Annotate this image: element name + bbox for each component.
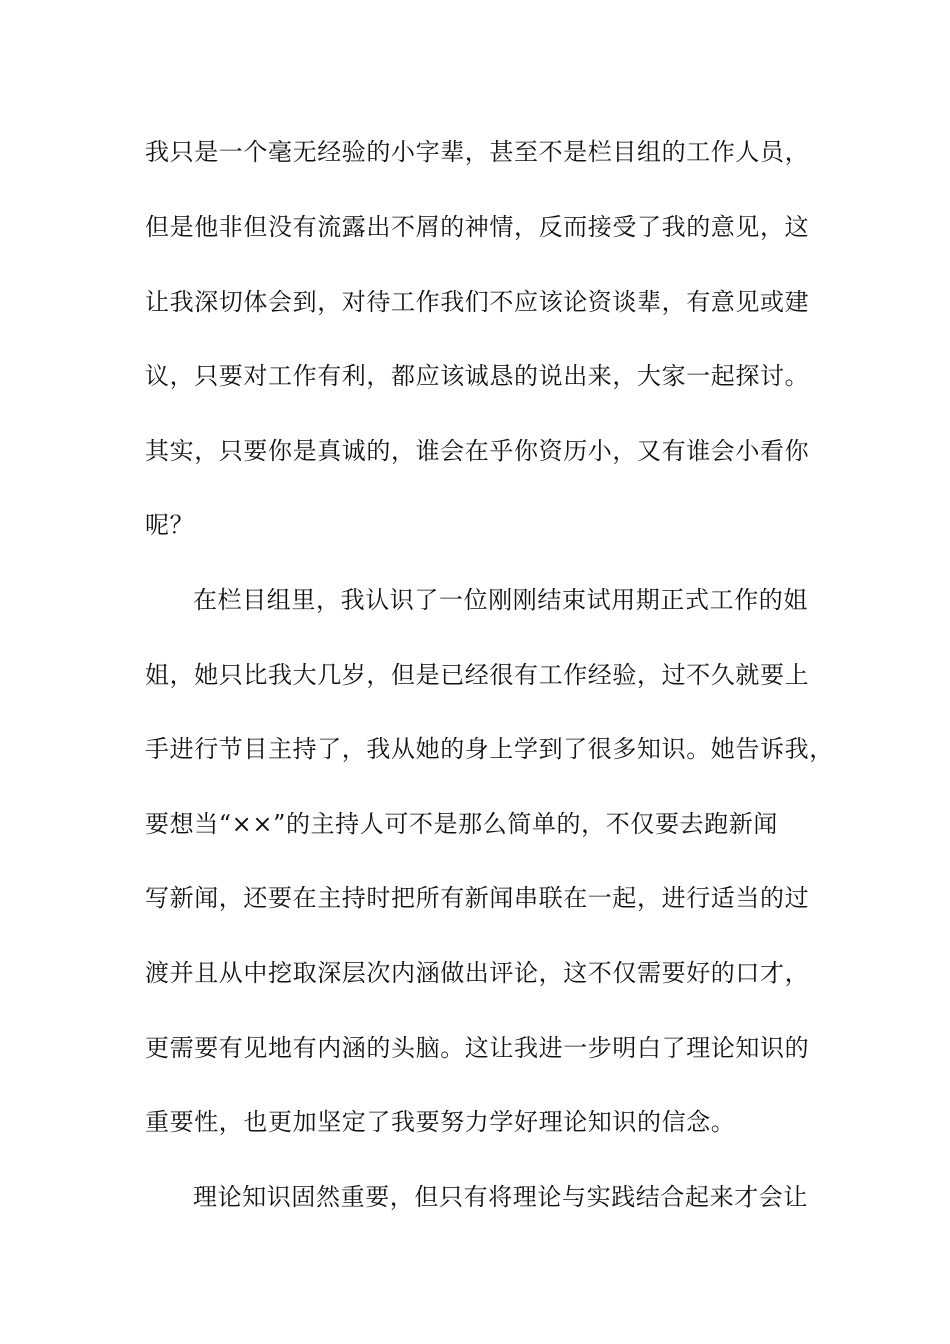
paragraph-first-line: 在栏目组里，我认识了一位刚刚结束试用期正式工作的姐: [193, 586, 808, 614]
text-line: 重要性，也更加坚定了我要努力学好理论知识的信念。: [145, 1108, 736, 1136]
text-line: 姐，她只比我大几岁，但是已经很有工作经验，过不久就要上: [145, 661, 810, 689]
text-line: 议，只要对工作有利，都应该诚恳的说出来，大家一起探讨。: [145, 362, 810, 390]
text-line: 我只是一个毫无经验的小字辈，甚至不是栏目组的工作人员，: [145, 138, 810, 166]
paragraph-first-line: 理论知识固然重要，但只有将理论与实践结合起来才会让: [193, 1183, 808, 1211]
text-line: 更需要有见地有内涵的头脑。这让我进一步明白了理论知识的: [145, 1034, 810, 1062]
text-line: 要想当“××”的主持人可不是那么简单的，不仅要去跑新闻: [145, 810, 778, 838]
text-line: 呢？: [145, 511, 195, 539]
text-line: 其实，只要你是真诚的，谁会在乎你资历小，又有谁会小看你: [145, 437, 810, 465]
text-line: 但是他非但没有流露出不屑的神情，反而接受了我的意见，这: [145, 213, 810, 241]
text-line: 写新闻，还要在主持时把所有新闻串联在一起，进行适当的过: [145, 884, 810, 912]
text-line: 手进行节目主持了，我从她的身上学到了很多知识。她告诉我，: [145, 735, 834, 763]
text-line: 渡并且从中挖取深层次内涵做出评论，这不仅需要好的口才，: [145, 959, 810, 987]
text-line: 让我深切体会到，对待工作我们不应该论资谈辈，有意见或建: [145, 288, 810, 316]
